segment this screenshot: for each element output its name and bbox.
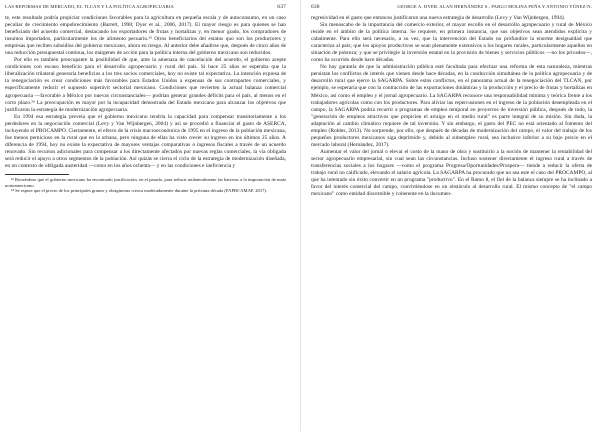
footnotes (5, 174, 286, 194)
right-running-head-authors: GEORGE A. DYER, ALAN HERNÁNDEZ S., PABLO MOLINA PEÑA Y ANTONIO YÚNEZ-N. (397, 4, 592, 9)
left-paragraph-2: Por ello es también preocupante la posibilidad de que, ante la amenaza de cancelación del acuerdo, el gobierno acepte condiciones con escaso beneficio para el desarrollo agropecuario y rural del país. Si hace 25 años se esperaba que la liberalización trilateral generaría beneficios a los tres socios comerciales, hoy no existe tal expectativa. La intención expresa de la renegociación es crear condiciones más favorables para Estados Unidos a expensas de sus contrapartes comerciales, y específicamente reducir el supuesto superávit sectorial mexicano. Condiciones que revierten la actual balanza comercial agropecuaria —favorable a México por nuevas circunstanciales— podrían generar grandes déficits para el país, al menos en el corto plazo.²⁴ La preocupación es mayor por la incapacidad demostrada del Estado mexicano para alcanzar los objetivos que justificaron la estrategia de modernización agropecuaria. (5, 57, 286, 113)
right-body-text (311, 15, 592, 198)
left-paragraph-1: te, este resultado podría propiciar condiciones favorables para la agricultura en pequeña escala y de autoconsumo, en un caso peculiar de crecimiento empobrecimiento (Barrett, 1998; Dyer et al., 2006, 2017). El mayor riesgo es para quienes se han beneficiado del acuerdo comercial, destacando los exportadores de frutas y hortalizas y, en menor grado, los compradores de insumos importados, partícularmente los de alimento pecuario.²³ Otros beneficiarios del estatus quo son los productores y empresas que reciben subsidios del gobierno mexicano, ahora en riesgo. Al anterior debe añadirse que, después de cinco años de una reducción presupuestal continua, los márgenes de acción para la política interna del gobierno mexicano son reducidos. (5, 15, 286, 57)
right-paragraph-3: No hay garantía de que la administración pública esté facultada para efectuar una reforma de esta naturaleza, mientras persistan los conflictos de interés que vienen desde hace décadas, en la conducción simultánea de la política agropecuaria y de desarrollo rural que ejerce la SAGARPA. Sobre estos conflictos, en el panorama actual de la renegociación del TLCAN, por ejemplo, se esperaría que con la contracción de las exportaciones dinámicas y la producción y el precio de frutas y hortalizas en México, así como el empleo y el jornal agropecuario. La SAGARPA reconoce una responsabilidad mínima y teórica frente a los trabajadores agrícolas como con los productores. Para aliviar las repercusiones en el ingreso de la población desempleada en el campo, la SAGARPA podría recurrir a programas de empleo temporal en proyectos de inversión pública, después de todo, la "generación de empleos atractivos que propicien el arraigo en el medio rural" es parte integral de su misión. Sin duda, la adaptación al cambio climático requiere de tal inversión. Y sin embargo, el gasto del PEC no está orientado al fomento del empleo (Robles, 2013). No sorprende, por ello, que después de décadas de modernización del campo, el valor del trabajo de los pequeños productores mexicanos siga deprimido y, debido al subempleo rural, sea inclusive inferior a su bajo precio en el mercado laboral (Hernández, 2017). (311, 64, 592, 148)
footnote-24: ²⁴ Se espera que el precio de los principales granos y oleaginosas crezca moderadamente durante la próxima década (FAPRI-AMAP, 2017). (11, 188, 268, 194)
left-running-head-title: LAS REFORMAS DE MERCADO, EL TLCAN Y LA POLÍTICA AGROPECUARIA (5, 4, 174, 9)
right-running-header (311, 4, 592, 10)
footnote-23: ²³ Recuérdese que el gobierno mexicano ha encontrado justificación, en el pasado, para reducir unilateralmente las barreras a la importación de maíz norteamericano. (5, 177, 286, 188)
right-paragraph-4: Aumentar el valor del jornal o elevar el costo de la mano de obra y sustituirlo a la noción de mantener la rentabilidad del sector agropecuario empresarial, sin cual sean las circunstancias. Incluso sostener directamente el ingreso rural a través de transferencias sociales a los hogares —como el programa Progresa/Oportunidades/Prospera— tiende a reducir la oferta de trabajo rural no calificado, elevando el salario agrícola. La SAGARPA ha procurado que no sea este el caso del PROCAMPO, al que ha intentado sin éxito convertir en un programa "productivo". En el Ramo 8, el fiel de la balanza siempre se ha inclinado a favor del interés comercial del campo, convirtiéndose en un obstáculo al desarrollo rural. El mismo concepto de "el campo mexicano" como entidad discernible y coherente en la documen- (311, 148, 592, 198)
left-running-header (5, 4, 286, 10)
left-body-text (5, 15, 286, 170)
right-paragraph-2: Sin menoscabo de la importancia del comercio exterior, el mayor escollo en el desarrollo agropecuario y rural de México reside en el ámbito de la política interna. Se requiere, en primera instancia, que sus objetivos sean atendidos explícita y cabalmente. Para ello será necesario, a su vez, que la intervención del Estado no profundice la enorme desigualdad que caracteriza al país; que los apoyos productivos se sean plenamente extensivos a los hogares rurales, particularmente aquellos en situación de pobreza; y que se privilegie la inversión estatal en la provisión de bienes y servicios públicos —no los privados—, como ha ocurrido desde hace décadas. (311, 22, 592, 64)
left-paragraph-3: En 1994 esa estrategia preveía que el gobierno mexicano tendría la capacidad para compensar transitoriamente a los perdedores en la negociación comercial (Levy y Van Wijnbergen, 2004) y así se procedió a financiar el gasto de ASERCA, incluyendo el PROCAMPO. Ciertamente, el efecto de la crisis macroeconómica de 1995 en el ingreso de la población mexicana, fue menos pernicioso en la rural que en la urbana, pero ninguna de ellas ha visto crecer su ingreso en los últimos 25 años. A diferencia de 1994, hoy no existe la expectativa de mayores ventajas comparativas o ingresos fiscales a través de un acuerdo renovado. Sin recursos adicionales para compensar a los directamente afectados por nuevas reglas comerciales, la vía obligada será reducir el apoyo a otros segmentos de la población. Así quizás se cierra el ciclo de la estrategia de modernización diseñada, en un contexto de obligada austeridad —como en los años ochenta— y en las condiciones e ineficiencia y (5, 113, 286, 169)
right-page-number: 638 (311, 4, 320, 10)
right-paragraph-1: regresividad en el gasto que entonces justificaron una nueva estrategia de desarrollo (Levy y Van Wijnbergen, 1994). (311, 15, 566, 21)
right-page (300, 0, 600, 431)
left-page-number: 637 (277, 4, 286, 10)
